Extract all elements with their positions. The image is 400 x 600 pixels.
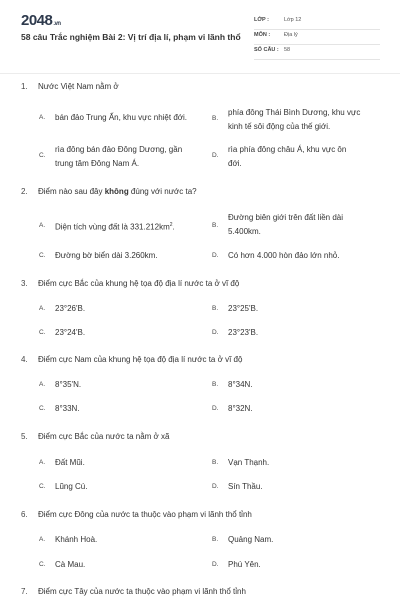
option-text-line-1: rìa đông bán đảo Đông Dương, gần: [55, 145, 183, 154]
option-letter: B.: [212, 459, 219, 466]
question-prompt: Điểm cực Bắc của nước ta nằm ở xã: [38, 432, 170, 441]
option-letter: C.: [39, 329, 46, 336]
option-letter: B.: [212, 115, 219, 122]
document-title: 58 câu Trắc nghiệm Bài 2: Vị trí địa lí, phạm vi lãnh thổ: [21, 32, 241, 42]
meta-grade-value: Lớp 12: [284, 17, 302, 23]
logo-sub: .vn: [53, 21, 61, 27]
meta-count: [254, 45, 380, 60]
option-text: 23°24'B.: [55, 328, 86, 337]
option-text: bán đảo Trung Ấn, khu vực nhiệt đới.: [55, 113, 188, 122]
option-text: Lũng Cú.: [55, 482, 88, 491]
question-number: 1.: [21, 82, 28, 91]
meta-count-key: SỐ CÂU :: [254, 47, 279, 53]
option-text: 8°32N.: [228, 404, 253, 413]
option-text-line-1: phía đông Thái Bình Dương, khu vực: [228, 108, 361, 117]
option-letter: C.: [39, 152, 46, 159]
option-text-line-2: 5.400km.: [228, 227, 261, 236]
option-letter: C.: [39, 561, 46, 568]
question-prompt-end: đúng với nước ta?: [128, 187, 197, 196]
question-number: 4.: [21, 355, 28, 364]
option-letter: B.: [212, 536, 219, 543]
option-letter: D.: [212, 483, 219, 490]
question-prompt: Nước Việt Nam nằm ở: [38, 82, 119, 91]
option-letter: B.: [212, 222, 219, 229]
option-text-line-1: Đường biên giới trên đất liền dài: [228, 213, 344, 222]
question-number: 6.: [21, 510, 28, 519]
option-text: Khánh Hoà.: [55, 535, 98, 544]
question-6-text: [21, 510, 252, 519]
option-letter: C.: [39, 483, 46, 490]
option-letter: D.: [212, 561, 219, 568]
option-text-line-1: rìa phía đông châu Á, khu vực ôn: [228, 145, 347, 154]
option-text: 8°35'N.: [55, 380, 82, 389]
question-prompt: Điểm cực Bắc của khung hệ tọa độ địa lí nước ta ở vĩ độ: [38, 279, 240, 288]
option-text-line-2: trung tâm Đông Nam Á.: [55, 159, 140, 168]
site-logo[interactable]: [21, 12, 61, 29]
option-text: Cà Mau.: [55, 560, 86, 569]
option-text-line-2: kinh tế sôi động của thế giới.: [228, 122, 331, 131]
meta-count-value: 58: [284, 47, 291, 53]
option-letter: D.: [212, 252, 219, 259]
option-letter: D.: [212, 329, 219, 336]
question-number: 5.: [21, 432, 28, 441]
meta-subject-value: Địa lý: [284, 32, 298, 38]
option-text-line-2: đới.: [228, 159, 242, 168]
meta-grade-key: LỚP :: [254, 17, 269, 23]
question-2-text: [21, 187, 197, 196]
option-letter: B.: [212, 305, 219, 312]
option-text: Đường bờ biển dài 3.260km.: [55, 251, 158, 260]
meta-grade: [254, 15, 380, 30]
meta-subject: [254, 30, 380, 45]
option-letter: A.: [39, 459, 46, 466]
question-prompt-emphasis: không: [104, 187, 129, 196]
option-letter: B.: [212, 381, 219, 388]
question-prompt: Điểm cực Tây của nước ta thuộc vào phạm vi lãnh thổ tỉnh: [38, 587, 246, 596]
option-text-end: .: [172, 222, 175, 232]
option-letter: D.: [212, 405, 219, 412]
question-3-text: [21, 279, 239, 288]
option-text: Vạn Thạnh.: [228, 458, 270, 467]
option-letter: A.: [39, 536, 46, 543]
question-7-text: [21, 587, 246, 596]
option-letter: A.: [39, 381, 46, 388]
question-number: 2.: [21, 187, 28, 196]
option-letter: C.: [39, 252, 46, 259]
option-text: 23°25'B.: [228, 304, 259, 313]
option-letter: A.: [39, 305, 46, 312]
question-5-text: [21, 432, 169, 441]
option-text: Phú Yên.: [228, 560, 261, 569]
option-letter: D.: [212, 152, 219, 159]
logo-main: 2048: [21, 12, 53, 29]
option-text-main: Diện tích vùng đất là 331.212km: [55, 222, 170, 232]
question-4-text: [21, 355, 242, 364]
question-prompt: Điểm cực Đông của nước ta thuộc vào phạm vi lãnh thổ tỉnh: [38, 510, 252, 519]
option-letter: C.: [39, 405, 46, 412]
page-header: [0, 0, 400, 70]
question-number: 3.: [21, 279, 28, 288]
option-text: 23°26'B.: [55, 304, 86, 313]
option-letter: A.: [39, 114, 46, 121]
option-text: Đất Mũi.: [55, 458, 85, 467]
question-prompt: Điểm cực Nam của khung hệ tọa độ địa lí nước ta ở vĩ độ: [38, 355, 243, 364]
option-text: 23°23'B.: [228, 328, 259, 337]
option-text: [55, 219, 175, 234]
option-text: Sín Thầu.: [228, 482, 263, 491]
question-prompt-start: Điểm nào sau đây: [38, 187, 105, 196]
meta-subject-key: MÔN :: [254, 32, 271, 38]
option-text: Quảng Nam.: [228, 535, 274, 544]
header-divider: [0, 73, 400, 74]
option-letter: A.: [39, 222, 46, 229]
option-text: 8°34N.: [228, 380, 253, 389]
option-text: 8°33N.: [55, 404, 80, 413]
option-text: Có hơn 4.000 hòn đảo lớn nhỏ.: [228, 251, 340, 260]
option-text-superscript: 2: [169, 222, 173, 228]
question-number: 7.: [21, 587, 28, 596]
question-1-text: [21, 82, 119, 91]
